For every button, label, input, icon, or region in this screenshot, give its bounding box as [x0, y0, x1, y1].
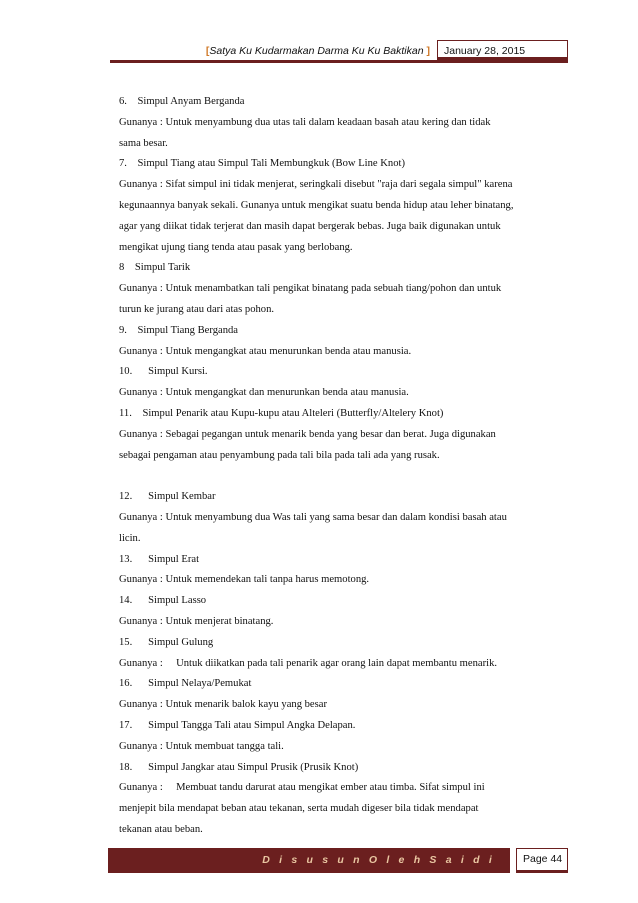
document-body [119, 92, 549, 841]
text-line: Gunanya : Untuk menjerat binatang. [119, 615, 274, 627]
text-line: Gunanya : Untuk diikatkan pada tali penarik agar orang lain dapat membantu menarik. [119, 657, 498, 669]
text-line: Gunanya : Untuk mengangkat atau menurunkan benda atau manusia. [119, 345, 412, 357]
text-line: kegunaannya banyak sekali. Gunanya untuk mengikat suatu benda hidup atau leher binatang, [119, 199, 514, 211]
text-line: Gunanya : Untuk memendekan tali tanpa harus memotong. [119, 574, 370, 586]
text-line: 7. Simpul Tiang atau Simpul Tali Membungkuk (Bow Line Knot) [119, 158, 405, 170]
text-line: sebagai pengaman atau penyambung pada tali bila pada tali ada yang rusak. [119, 449, 440, 461]
page-header [110, 40, 568, 62]
text-line: Gunanya : Sifat simpul ini tidak menjerat, seringkali disebut "raja dari segala simpul" karena [119, 179, 513, 191]
text-line: 18. Simpul Jangkar atau Simpul Prusik (Prusik Knot) [119, 761, 359, 773]
text-line: 10. Simpul Kursi. [119, 366, 208, 378]
text-line: agar yang diikat tidak terjerat dan masih dapat bergerak bebas. Juga baik digunakan untuk [119, 220, 501, 232]
header-title [110, 40, 430, 62]
text-line: 12. Simpul Kembar [119, 491, 216, 503]
text-line: 9. Simpul Tiang Berganda [119, 324, 238, 336]
blank-line [119, 466, 549, 487]
text-line: 17. Simpul Tangga Tali atau Simpul Angka Delapan. [119, 719, 356, 731]
header-close-bracket: ] [426, 45, 430, 57]
header-rule [110, 60, 568, 63]
text-line: Gunanya : Untuk membuat tangga tali. [119, 740, 284, 752]
text-line: Gunanya : Untuk mengangkat dan menurunkan benda atau manusia. [119, 387, 409, 399]
text-line: Gunanya : Untuk menambatkan tali pengikat binatang pada sebuah tiang/pohon dan untuk [119, 283, 502, 295]
footer-author: D i s u s u n O l e h S a i d i [108, 848, 510, 873]
text-line: tekanan atau beban. [119, 823, 203, 835]
text-line: 8 Simpul Tarik [119, 262, 191, 274]
text-line: mengikat ujung tiang tenda atau pasak yang berlobang. [119, 241, 353, 253]
header-open-bracket: [ [205, 45, 210, 57]
text-line: Gunanya : Sebagai pegangan untuk menarik benda yang besar dan berat. Juga digunakan [119, 428, 496, 440]
text-line: Gunanya : Membuat tandu darurat atau mengikat ember atau timba. Sifat simpul ini [119, 782, 485, 794]
text-line: 14. Simpul Lasso [119, 595, 207, 607]
text-line: Gunanya : Untuk menyambung dua Was tali yang sama besar dan dalam kondisi basah atau [119, 511, 507, 523]
text-line: licin. [119, 532, 141, 544]
text-line: 16. Simpul Nelaya/Pemukat [119, 678, 252, 690]
text-line: 15. Simpul Gulung [119, 636, 214, 648]
header-title-text: Satya Ku Kudarmakan Darma Ku Ku Baktikan [209, 45, 424, 57]
text-line: sama besar. [119, 137, 168, 149]
text-line: Gunanya : Untuk menyambung dua utas tali dalam keadaan basah atau kering dan tidak [119, 116, 491, 128]
page-number: Page 44 [516, 848, 568, 873]
page-footer [108, 848, 568, 873]
text-line: 6. Simpul Anyam Berganda [119, 96, 245, 107]
text-line: menjepit bila mendapat beban atau tekanan, serta mudah digeser bila tidak mendapat [119, 803, 479, 815]
text-line: Gunanya : Untuk menarik balok kayu yang besar [119, 699, 327, 711]
header-date: January 28, 2015 [437, 40, 568, 60]
text-line: 13. Simpul Erat [119, 553, 200, 565]
text-line: 11. Simpul Penarik atau Kupu-kupu atau Alteleri (Butterfly/Altelery Knot) [119, 407, 444, 419]
text-line: turun ke jurang atau dari atas pohon. [119, 303, 275, 315]
